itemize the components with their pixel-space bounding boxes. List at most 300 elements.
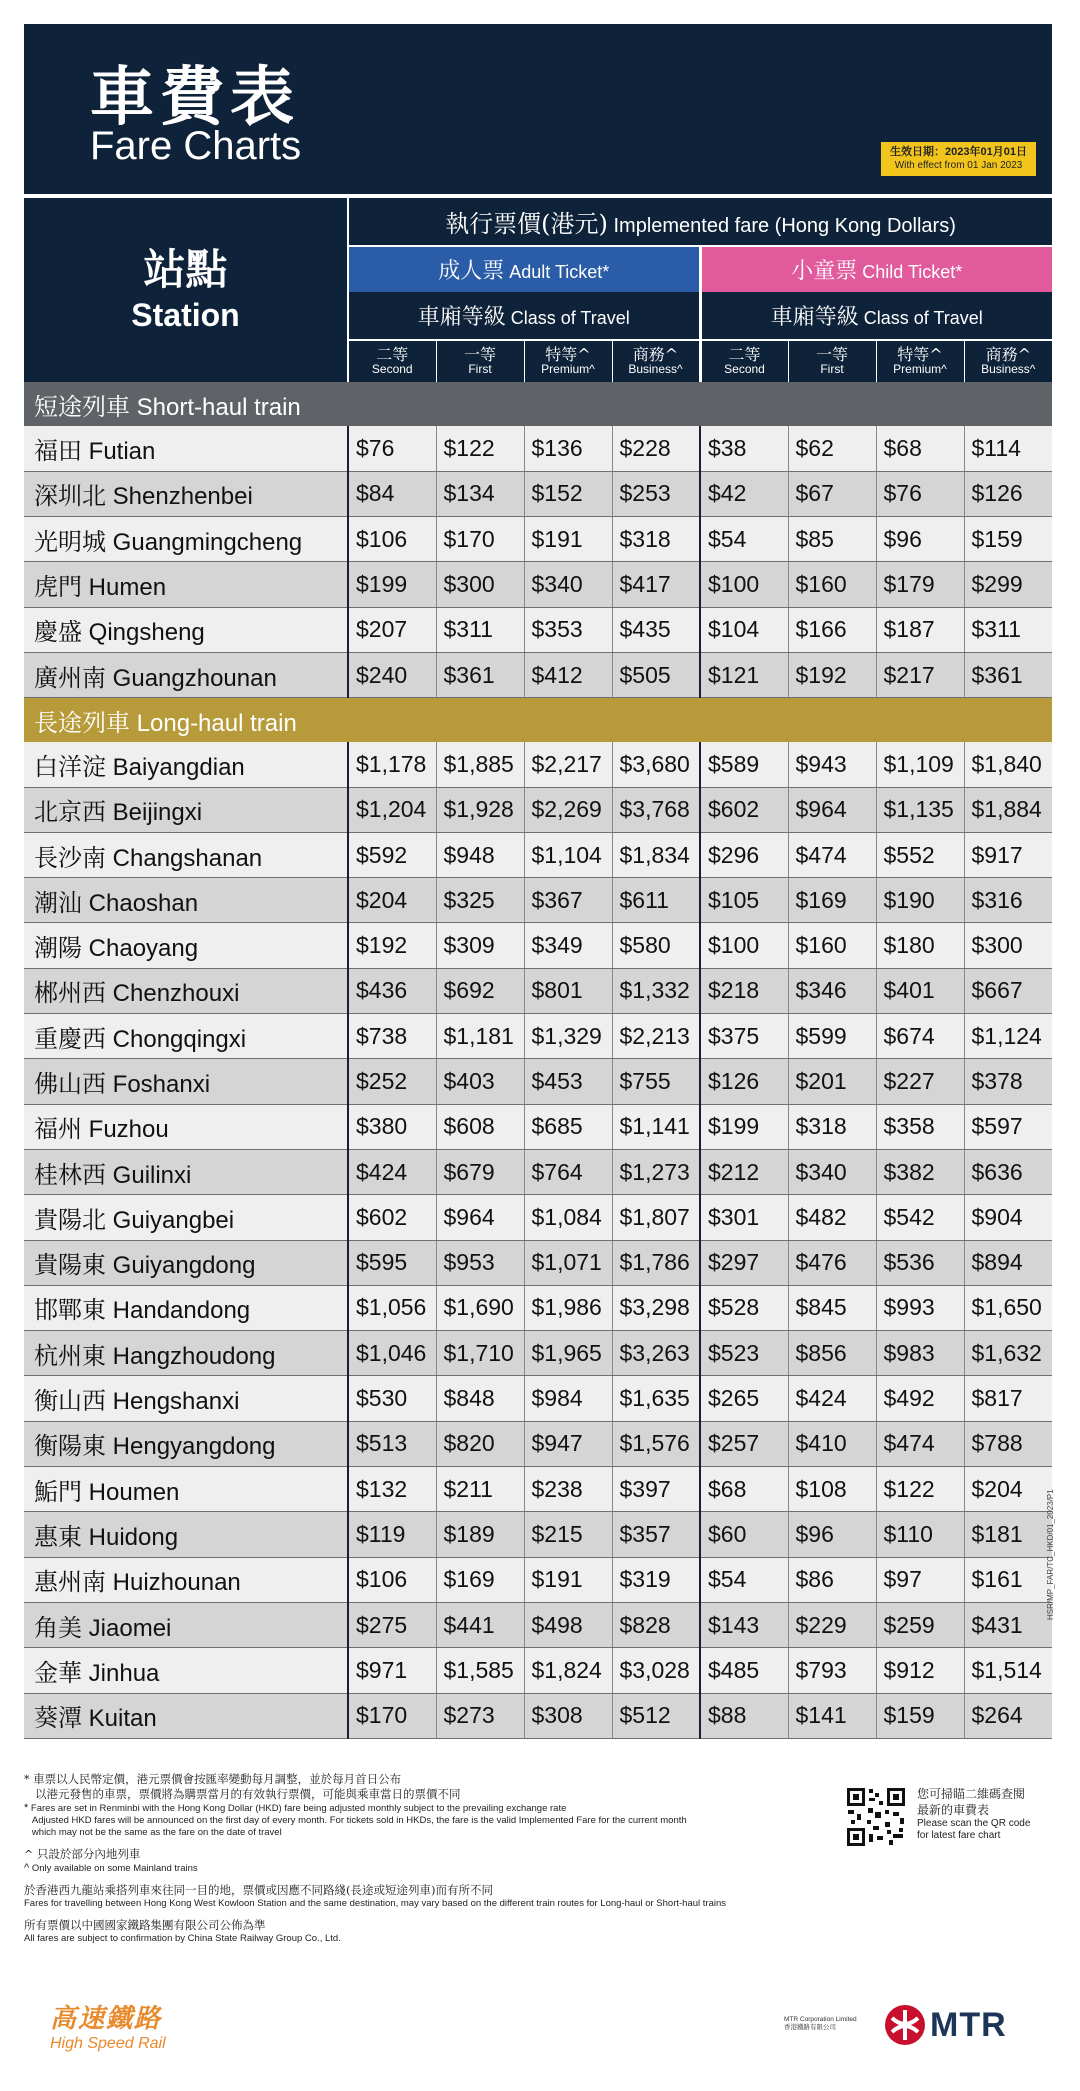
child-fare-cell: $375 bbox=[700, 1014, 788, 1059]
child-class-en: Class of Travel bbox=[863, 308, 983, 328]
adult-fare-cell: $1,084 bbox=[524, 1195, 612, 1240]
adult-fare-cell: $1,690 bbox=[436, 1285, 524, 1330]
adult-fare-cell: $309 bbox=[436, 923, 524, 968]
table-row bbox=[24, 652, 1052, 697]
station-name: 貴陽東 Guiyangdong bbox=[24, 1240, 348, 1285]
adult-fare-cell: $1,965 bbox=[524, 1331, 612, 1376]
child-fare-cell: $1,632 bbox=[964, 1331, 1052, 1376]
adult-fare-cell: $498 bbox=[524, 1602, 612, 1647]
adult-fare-cell: $169 bbox=[436, 1557, 524, 1602]
child-fare-cell: $296 bbox=[700, 832, 788, 877]
child-fare-cell: $300 bbox=[964, 923, 1052, 968]
station-header-en: Station bbox=[131, 297, 240, 333]
adult-class-en: Class of Travel bbox=[510, 308, 630, 328]
child-fare-cell: $667 bbox=[964, 968, 1052, 1013]
station-name: 重慶西 Chongqingxi bbox=[24, 1014, 348, 1059]
station-header-cn: 站點 bbox=[143, 245, 228, 294]
adult-fare-cell: $325 bbox=[436, 878, 524, 923]
child-class-of-travel-header bbox=[700, 292, 1052, 340]
child-ticket-header bbox=[700, 246, 1052, 292]
child-ticket-cn: 小童票 bbox=[791, 259, 858, 284]
child-fare-cell: $97 bbox=[876, 1557, 964, 1602]
adult-fare-cell: $2,213 bbox=[612, 1014, 700, 1059]
child-fare-cell: $190 bbox=[876, 878, 964, 923]
fare-table-header bbox=[24, 198, 1052, 382]
child-fare-cell: $589 bbox=[700, 742, 788, 787]
child-fare-cell: $482 bbox=[788, 1195, 876, 1240]
child-fare-cell: $674 bbox=[876, 1014, 964, 1059]
table-row bbox=[24, 1014, 1052, 1059]
adult-premium-header: 特等^ Premium^ bbox=[524, 340, 612, 382]
child-fare-cell: $181 bbox=[964, 1512, 1052, 1557]
child-fare-cell: $845 bbox=[788, 1285, 876, 1330]
adult-fare-cell: $580 bbox=[612, 923, 700, 968]
adult-fare-cell: $1,786 bbox=[612, 1240, 700, 1285]
table-row bbox=[24, 1149, 1052, 1194]
adult-fare-cell: $608 bbox=[436, 1104, 524, 1149]
table-row bbox=[24, 471, 1052, 516]
adult-fare-cell: $602 bbox=[348, 1195, 436, 1240]
adult-fare-cell: $964 bbox=[436, 1195, 524, 1240]
table-row bbox=[24, 1240, 1052, 1285]
station-name: 長沙南 Changshanan bbox=[24, 832, 348, 877]
child-fare-cell: $401 bbox=[876, 968, 964, 1013]
child-fare-cell: $1,650 bbox=[964, 1285, 1052, 1330]
child-fare-cell: $817 bbox=[964, 1376, 1052, 1421]
adult-fare-cell: $1,986 bbox=[524, 1285, 612, 1330]
adult-fare-cell: $252 bbox=[348, 1059, 436, 1104]
child-fare-cell: $218 bbox=[700, 968, 788, 1013]
footnote-star: * 車票以人民幣定價，港元票價會按匯率變動每月調整，並於每月首日公布 以港元發售的車票，票價將為購票當月的有效執行票價，可能與乘車當日的票價不同 * Fares are set in Renminbi with the Hong Kong Dollar (HKD) fare being adjusted monthly subject to the prevailing exchange rate Adjusted HKD fares will be announced on the first day of every month. For tickets sold in HKDs, the fare is the valid Implemented Fare for the current month which may not be the same as the fare on the date of travel bbox=[24, 1772, 687, 1838]
table-row bbox=[24, 1285, 1052, 1330]
child-business-header: 商務^ Business^ bbox=[964, 340, 1052, 382]
adult-fare-cell: $1,834 bbox=[612, 832, 700, 877]
station-name: 深圳北 Shenzhenbei bbox=[24, 471, 348, 516]
table-row bbox=[24, 742, 1052, 787]
table-row bbox=[24, 878, 1052, 923]
table-row bbox=[24, 517, 1052, 562]
adult-fare-cell: $595 bbox=[348, 1240, 436, 1285]
child-fare-cell: $297 bbox=[700, 1240, 788, 1285]
adult-fare-cell: $367 bbox=[524, 878, 612, 923]
adult-fare-cell: $240 bbox=[348, 652, 436, 697]
child-fare-cell: $964 bbox=[788, 787, 876, 832]
adult-fare-cell: $1,204 bbox=[348, 787, 436, 832]
child-fare-cell: $114 bbox=[964, 426, 1052, 471]
adult-fare-cell: $2,217 bbox=[524, 742, 612, 787]
adult-fare-cell: $84 bbox=[348, 471, 436, 516]
fare-table-body bbox=[24, 382, 1052, 1738]
child-fare-cell: $179 bbox=[876, 562, 964, 607]
child-fare-cell: $54 bbox=[700, 517, 788, 562]
station-name: 桂林西 Guilinxi bbox=[24, 1149, 348, 1194]
child-fare-cell: $410 bbox=[788, 1421, 876, 1466]
adult-fare-cell: $971 bbox=[348, 1648, 436, 1693]
adult-fare-cell: $357 bbox=[612, 1512, 700, 1557]
adult-fare-cell: $119 bbox=[348, 1512, 436, 1557]
adult-first-header: 一等 First bbox=[436, 340, 524, 382]
adult-fare-cell: $947 bbox=[524, 1421, 612, 1466]
long-haul-section-header: 長途列車 Long-haul train bbox=[24, 698, 1052, 742]
adult-ticket-cn: 成人票 bbox=[438, 259, 505, 284]
child-fare-cell: $788 bbox=[964, 1421, 1052, 1466]
effective-date-en: With effect from 01 Jan 2023 bbox=[894, 160, 1023, 171]
child-fare-cell: $523 bbox=[700, 1331, 788, 1376]
adult-fare-cell: $361 bbox=[436, 652, 524, 697]
child-fare-cell: $424 bbox=[788, 1376, 876, 1421]
child-fare-cell: $904 bbox=[964, 1195, 1052, 1240]
adult-fare-cell: $820 bbox=[436, 1421, 524, 1466]
child-fare-cell: $199 bbox=[700, 1104, 788, 1149]
adult-fare-cell: $3,298 bbox=[612, 1285, 700, 1330]
child-fare-cell: $85 bbox=[788, 517, 876, 562]
child-fare-cell: $346 bbox=[788, 968, 876, 1013]
adult-fare-cell: $953 bbox=[436, 1240, 524, 1285]
child-fare-cell: $378 bbox=[964, 1059, 1052, 1104]
adult-fare-cell: $191 bbox=[524, 517, 612, 562]
adult-fare-cell: $2,269 bbox=[524, 787, 612, 832]
child-premium-header: 特等^ Premium^ bbox=[876, 340, 964, 382]
adult-fare-cell: $1,071 bbox=[524, 1240, 612, 1285]
adult-fare-cell: $3,768 bbox=[612, 787, 700, 832]
station-name: 貴陽北 Guiyangbei bbox=[24, 1195, 348, 1240]
child-fare-cell: $187 bbox=[876, 607, 964, 652]
table-row bbox=[24, 1059, 1052, 1104]
child-fare-cell: $161 bbox=[964, 1557, 1052, 1602]
child-fare-cell: $264 bbox=[964, 1693, 1052, 1738]
page-title-en: Fare Charts bbox=[90, 124, 302, 168]
child-fare-cell: $160 bbox=[788, 923, 876, 968]
table-row bbox=[24, 1421, 1052, 1466]
child-fare-cell: $67 bbox=[788, 471, 876, 516]
print-code: HSR/MP_FAR/TC_HKD/01_2023/P1 bbox=[1046, 1489, 1055, 1620]
adult-fare-cell: $948 bbox=[436, 832, 524, 877]
corporation-label: MTR Corporation Limited 香港鐵路有限公司 bbox=[784, 2016, 857, 2031]
child-fare-cell: $62 bbox=[788, 426, 876, 471]
adult-fare-cell: $1,928 bbox=[436, 787, 524, 832]
child-fare-cell: $917 bbox=[964, 832, 1052, 877]
child-fare-cell: $68 bbox=[700, 1467, 788, 1512]
adult-fare-cell: $170 bbox=[348, 1693, 436, 1738]
adult-fare-cell: $1,273 bbox=[612, 1149, 700, 1194]
implemented-fare-header bbox=[348, 198, 1052, 246]
adult-fare-cell: $801 bbox=[524, 968, 612, 1013]
adult-fare-cell: $349 bbox=[524, 923, 612, 968]
adult-fare-cell: $1,181 bbox=[436, 1014, 524, 1059]
child-fare-cell: $68 bbox=[876, 426, 964, 471]
child-fare-cell: $259 bbox=[876, 1602, 964, 1647]
fare-table bbox=[24, 198, 1052, 1739]
child-fare-cell: $1,884 bbox=[964, 787, 1052, 832]
effective-date-cn: 生效日期：2023年01月01日 bbox=[890, 146, 1027, 158]
child-fare-cell: $104 bbox=[700, 607, 788, 652]
adult-fare-cell: $424 bbox=[348, 1149, 436, 1194]
adult-fare-cell: $204 bbox=[348, 878, 436, 923]
table-row bbox=[24, 1693, 1052, 1738]
table-row bbox=[24, 607, 1052, 652]
adult-fare-cell: $106 bbox=[348, 1557, 436, 1602]
qr-code-icon[interactable] bbox=[845, 1786, 907, 1848]
adult-fare-cell: $764 bbox=[524, 1149, 612, 1194]
header-banner bbox=[24, 24, 1052, 194]
child-fare-cell: $201 bbox=[788, 1059, 876, 1104]
adult-fare-cell: $1,056 bbox=[348, 1285, 436, 1330]
table-row bbox=[24, 1512, 1052, 1557]
child-fare-cell: $60 bbox=[700, 1512, 788, 1557]
adult-fare-cell: $397 bbox=[612, 1467, 700, 1512]
adult-fare-cell: $1,178 bbox=[348, 742, 436, 787]
child-fare-cell: $793 bbox=[788, 1648, 876, 1693]
adult-fare-cell: $611 bbox=[612, 878, 700, 923]
child-fare-cell: $912 bbox=[876, 1648, 964, 1693]
station-name: 惠東 Huidong bbox=[24, 1512, 348, 1557]
adult-fare-cell: $273 bbox=[436, 1693, 524, 1738]
child-fare-cell: $636 bbox=[964, 1149, 1052, 1194]
child-second-header: 二等 Second bbox=[700, 340, 788, 382]
table-row bbox=[24, 1648, 1052, 1693]
table-row bbox=[24, 968, 1052, 1013]
station-name: 廣州南 Guangzhounan bbox=[24, 652, 348, 697]
child-fare-cell: $105 bbox=[700, 878, 788, 923]
adult-fare-cell: $1,807 bbox=[612, 1195, 700, 1240]
child-fare-cell: $474 bbox=[876, 1421, 964, 1466]
child-fare-cell: $492 bbox=[876, 1376, 964, 1421]
adult-fare-cell: $417 bbox=[612, 562, 700, 607]
adult-fare-cell: $3,680 bbox=[612, 742, 700, 787]
child-fare-cell: $204 bbox=[964, 1467, 1052, 1512]
adult-fare-cell: $1,332 bbox=[612, 968, 700, 1013]
adult-fare-cell: $191 bbox=[524, 1557, 612, 1602]
adult-fare-cell: $136 bbox=[524, 426, 612, 471]
adult-fare-cell: $340 bbox=[524, 562, 612, 607]
child-fare-cell: $316 bbox=[964, 878, 1052, 923]
child-fare-cell: $311 bbox=[964, 607, 1052, 652]
adult-fare-cell: $592 bbox=[348, 832, 436, 877]
station-name: 潮汕 Chaoshan bbox=[24, 878, 348, 923]
adult-fare-cell: $685 bbox=[524, 1104, 612, 1149]
child-fare-cell: $169 bbox=[788, 878, 876, 923]
child-fare-cell: $485 bbox=[700, 1648, 788, 1693]
station-name: 北京西 Beijingxi bbox=[24, 787, 348, 832]
table-row bbox=[24, 923, 1052, 968]
table-row bbox=[24, 562, 1052, 607]
table-row bbox=[24, 1195, 1052, 1240]
adult-fare-cell: $738 bbox=[348, 1014, 436, 1059]
adult-fare-cell: $403 bbox=[436, 1059, 524, 1104]
adult-fare-cell: $1,635 bbox=[612, 1376, 700, 1421]
adult-fare-cell: $228 bbox=[612, 426, 700, 471]
child-fare-cell: $126 bbox=[964, 471, 1052, 516]
child-fare-cell: $141 bbox=[788, 1693, 876, 1738]
child-ticket-en: Child Ticket* bbox=[862, 262, 963, 282]
child-fare-cell: $993 bbox=[876, 1285, 964, 1330]
table-row bbox=[24, 1376, 1052, 1421]
adult-fare-cell: $318 bbox=[612, 517, 700, 562]
child-fare-cell: $180 bbox=[876, 923, 964, 968]
page-title-cn: 車費表 bbox=[90, 60, 300, 135]
child-fare-cell: $528 bbox=[700, 1285, 788, 1330]
child-fare-cell: $894 bbox=[964, 1240, 1052, 1285]
child-fare-cell: $301 bbox=[700, 1195, 788, 1240]
adult-fare-cell: $412 bbox=[524, 652, 612, 697]
effective-date-badge bbox=[881, 142, 1036, 176]
child-fare-cell: $1,840 bbox=[964, 742, 1052, 787]
adult-fare-cell: $1,824 bbox=[524, 1648, 612, 1693]
child-fare-cell: $108 bbox=[788, 1467, 876, 1512]
child-fare-cell: $227 bbox=[876, 1059, 964, 1104]
adult-fare-cell: $512 bbox=[612, 1693, 700, 1738]
station-name: 佛山西 Foshanxi bbox=[24, 1059, 348, 1104]
adult-fare-cell: $152 bbox=[524, 471, 612, 516]
child-fare-cell: $943 bbox=[788, 742, 876, 787]
adult-fare-cell: $189 bbox=[436, 1512, 524, 1557]
adult-fare-cell: $319 bbox=[612, 1557, 700, 1602]
adult-fare-cell: $3,028 bbox=[612, 1648, 700, 1693]
child-fare-cell: $217 bbox=[876, 652, 964, 697]
child-fare-cell: $431 bbox=[964, 1602, 1052, 1647]
child-fare-cell: $382 bbox=[876, 1149, 964, 1194]
adult-fare-cell: $122 bbox=[436, 426, 524, 471]
short-haul-section-header: 短途列車 Short-haul train bbox=[24, 382, 1052, 426]
adult-fare-cell: $134 bbox=[436, 471, 524, 516]
adult-fare-cell: $679 bbox=[436, 1149, 524, 1194]
child-fare-cell: $229 bbox=[788, 1602, 876, 1647]
adult-fare-cell: $692 bbox=[436, 968, 524, 1013]
child-fare-cell: $1,514 bbox=[964, 1648, 1052, 1693]
adult-fare-cell: $513 bbox=[348, 1421, 436, 1466]
child-fare-cell: $552 bbox=[876, 832, 964, 877]
table-row bbox=[24, 426, 1052, 471]
child-fare-cell: $597 bbox=[964, 1104, 1052, 1149]
adult-fare-cell: $275 bbox=[348, 1602, 436, 1647]
child-fare-cell: $536 bbox=[876, 1240, 964, 1285]
station-name: 杭州東 Hangzhoudong bbox=[24, 1331, 348, 1376]
adult-fare-cell: $311 bbox=[436, 607, 524, 652]
adult-fare-cell: $1,585 bbox=[436, 1648, 524, 1693]
adult-fare-cell: $106 bbox=[348, 517, 436, 562]
child-fare-cell: $100 bbox=[700, 923, 788, 968]
child-fare-cell: $96 bbox=[788, 1512, 876, 1557]
adult-fare-cell: $1,710 bbox=[436, 1331, 524, 1376]
adult-fare-cell: $1,576 bbox=[612, 1421, 700, 1466]
adult-fare-cell: $755 bbox=[612, 1059, 700, 1104]
mtr-emblem-icon bbox=[884, 2004, 926, 2046]
child-fare-cell: $96 bbox=[876, 517, 964, 562]
adult-fare-cell: $132 bbox=[348, 1467, 436, 1512]
child-fare-cell: $599 bbox=[788, 1014, 876, 1059]
adult-fare-cell: $170 bbox=[436, 517, 524, 562]
adult-fare-cell: $828 bbox=[612, 1602, 700, 1647]
station-name: 金華 Jinhua bbox=[24, 1648, 348, 1693]
implemented-fare-cn: 執行票價(港元) bbox=[445, 210, 608, 238]
child-fare-cell: $38 bbox=[700, 426, 788, 471]
table-row bbox=[24, 1467, 1052, 1512]
adult-business-header: 商務^ Business^ bbox=[612, 340, 700, 382]
station-name: 福州 Fuzhou bbox=[24, 1104, 348, 1149]
child-class-cn: 車廂等級 bbox=[770, 305, 859, 330]
child-fare-cell: $159 bbox=[964, 517, 1052, 562]
adult-fare-cell: $505 bbox=[612, 652, 700, 697]
station-name: 虎門 Humen bbox=[24, 562, 348, 607]
child-fare-cell: $265 bbox=[700, 1376, 788, 1421]
table-row bbox=[24, 787, 1052, 832]
station-name: 白洋淀 Baiyangdian bbox=[24, 742, 348, 787]
station-name: 惠州南 Huizhounan bbox=[24, 1557, 348, 1602]
table-row bbox=[24, 1331, 1052, 1376]
station-name: 慶盛 Qingsheng bbox=[24, 607, 348, 652]
child-fare-cell: $983 bbox=[876, 1331, 964, 1376]
child-fare-cell: $856 bbox=[788, 1331, 876, 1376]
adult-fare-cell: $215 bbox=[524, 1512, 612, 1557]
station-name: 角美 Jiaomei bbox=[24, 1602, 348, 1647]
child-fare-cell: $54 bbox=[700, 1557, 788, 1602]
adult-fare-cell: $76 bbox=[348, 426, 436, 471]
child-fare-cell: $166 bbox=[788, 607, 876, 652]
adult-fare-cell: $207 bbox=[348, 607, 436, 652]
adult-fare-cell: $3,263 bbox=[612, 1331, 700, 1376]
adult-fare-cell: $530 bbox=[348, 1376, 436, 1421]
adult-fare-cell: $253 bbox=[612, 471, 700, 516]
child-fare-cell: $358 bbox=[876, 1104, 964, 1149]
child-fare-cell: $159 bbox=[876, 1693, 964, 1738]
adult-class-cn: 車廂等級 bbox=[417, 305, 506, 330]
adult-fare-cell: $1,141 bbox=[612, 1104, 700, 1149]
footnote-caret: ^ 只設於部分內地列車 ^ Only available on some Mainland trains bbox=[24, 1847, 198, 1874]
child-fare-cell: $76 bbox=[876, 471, 964, 516]
child-fare-cell: $42 bbox=[700, 471, 788, 516]
child-fare-cell: $212 bbox=[700, 1149, 788, 1194]
station-name: 潮陽 Chaoyang bbox=[24, 923, 348, 968]
adult-class-of-travel-header bbox=[348, 292, 700, 340]
adult-fare-cell: $211 bbox=[436, 1467, 524, 1512]
adult-ticket-header bbox=[348, 246, 700, 292]
station-name: 光明城 Guangmingcheng bbox=[24, 517, 348, 562]
station-name: 鮜門 Houmen bbox=[24, 1467, 348, 1512]
adult-fare-cell: $1,046 bbox=[348, 1331, 436, 1376]
adult-fare-cell: $308 bbox=[524, 1693, 612, 1738]
child-fare-cell: $122 bbox=[876, 1467, 964, 1512]
adult-fare-cell: $380 bbox=[348, 1104, 436, 1149]
implemented-fare-en: Implemented fare (Hong Kong Dollars) bbox=[613, 215, 956, 237]
qr-section bbox=[845, 1786, 1060, 1852]
footnote-route: 於香港西九龍站乘搭列車來往同一目的地，票價或因應不同路綫(長途或短途列車)而有所不同 Fares for travelling between Hong Kong West Kowloon Station and the same destination, may vary based on the different train routes for Long-haul or Short-haul trains bbox=[24, 1883, 726, 1909]
station-column-header bbox=[24, 198, 348, 382]
station-name: 福田 Futian bbox=[24, 426, 348, 471]
child-fare-cell: $340 bbox=[788, 1149, 876, 1194]
adult-fare-cell: $353 bbox=[524, 607, 612, 652]
station-name: 衡陽東 Hengyangdong bbox=[24, 1421, 348, 1466]
adult-fare-cell: $453 bbox=[524, 1059, 612, 1104]
adult-fare-cell: $192 bbox=[348, 923, 436, 968]
child-fare-cell: $192 bbox=[788, 652, 876, 697]
adult-fare-cell: $441 bbox=[436, 1602, 524, 1647]
child-fare-cell: $257 bbox=[700, 1421, 788, 1466]
child-fare-cell: $121 bbox=[700, 652, 788, 697]
child-fare-cell: $100 bbox=[700, 562, 788, 607]
child-fare-cell: $1,109 bbox=[876, 742, 964, 787]
child-fare-cell: $86 bbox=[788, 1557, 876, 1602]
adult-second-header: 二等 Second bbox=[348, 340, 436, 382]
adult-fare-cell: $435 bbox=[612, 607, 700, 652]
child-first-header: 一等 First bbox=[788, 340, 876, 382]
child-fare-cell: $88 bbox=[700, 1693, 788, 1738]
child-fare-cell: $143 bbox=[700, 1602, 788, 1647]
station-name: 邯鄲東 Handandong bbox=[24, 1285, 348, 1330]
table-row bbox=[24, 1557, 1052, 1602]
fare-table-wrapper bbox=[24, 198, 1052, 1739]
child-fare-cell: $361 bbox=[964, 652, 1052, 697]
child-fare-cell: $318 bbox=[788, 1104, 876, 1149]
